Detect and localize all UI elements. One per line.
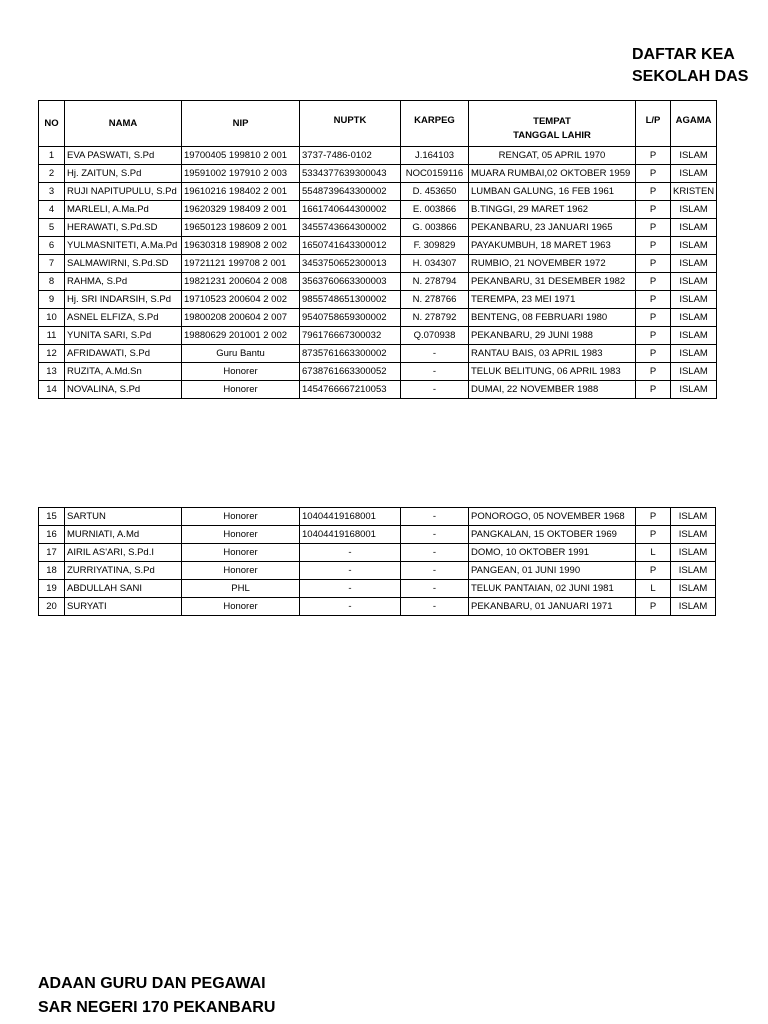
cell-karpeg: N. 278766 xyxy=(401,291,469,309)
cell-lp: P xyxy=(636,345,671,363)
table-row xyxy=(39,237,717,255)
cell-no: 19 xyxy=(39,580,65,598)
cell-no: 10 xyxy=(39,309,65,327)
cell-lp: P xyxy=(636,183,671,201)
cell-lp: P xyxy=(636,598,671,616)
cell-agama: ISLAM xyxy=(671,345,717,363)
cell-karpeg: - xyxy=(401,381,469,399)
cell-lp: P xyxy=(636,508,671,526)
table-body-part-2 xyxy=(39,508,716,616)
header-tempat: TEMPAT xyxy=(533,116,571,127)
cell-karpeg: NOC0159116 xyxy=(401,165,469,183)
cell-tempat-tanggal-lahir: RANTAU BAIS, 03 APRIL 1983 xyxy=(469,345,636,363)
table-row xyxy=(39,165,717,183)
cell-nama: SARTUN xyxy=(65,508,182,526)
title-line-2-fragment: SEKOLAH DAS xyxy=(632,68,749,85)
cell-nama: MARLELI, A.Ma.Pd xyxy=(65,201,182,219)
cell-nama: ABDULLAH SANI xyxy=(65,580,182,598)
cell-tempat-tanggal-lahir: TELUK BELITUNG, 06 APRIL 1983 xyxy=(469,363,636,381)
cell-nip: Honorer xyxy=(182,363,300,381)
cell-tempat-tanggal-lahir: PEKANBARU, 01 JANUARI 1971 xyxy=(469,598,636,616)
cell-agama: KRISTEN xyxy=(671,183,717,201)
cell-karpeg: F. 309829 xyxy=(401,237,469,255)
table-row xyxy=(39,508,716,526)
cell-karpeg: - xyxy=(401,562,469,580)
cell-nip: 19700405 199810 2 001 xyxy=(182,147,300,165)
title-line-2-remainder: SAR NEGERI 170 PEKANBARU xyxy=(38,999,276,1016)
cell-no: 7 xyxy=(39,255,65,273)
cell-no: 20 xyxy=(39,598,65,616)
table-row xyxy=(39,327,717,345)
table-row xyxy=(39,598,716,616)
cell-lp: L xyxy=(636,580,671,598)
header-nama: NAMA xyxy=(65,101,182,147)
cell-nama: AIRIL AS'ARI, S.Pd.I xyxy=(65,544,182,562)
cell-tempat-tanggal-lahir: DOMO, 10 OKTOBER 1991 xyxy=(469,544,636,562)
cell-no: 3 xyxy=(39,183,65,201)
cell-nama: Hj. SRI INDARSIH, S.Pd xyxy=(65,291,182,309)
cell-nip: 19630318 198908 2 002 xyxy=(182,237,300,255)
cell-karpeg: - xyxy=(401,598,469,616)
cell-lp: P xyxy=(636,309,671,327)
cell-nuptk: 9540758659300002 xyxy=(300,309,401,327)
cell-nuptk: 5334377639300043 xyxy=(300,165,401,183)
cell-nip: 19800208 200604 2 007 xyxy=(182,309,300,327)
cell-nuptk: 3453750652300013 xyxy=(300,255,401,273)
table-row xyxy=(39,580,716,598)
header-lp: L/P xyxy=(636,101,671,147)
cell-agama: ISLAM xyxy=(671,165,717,183)
cell-nip: 19620329 198409 2 001 xyxy=(182,201,300,219)
table-row xyxy=(39,562,716,580)
cell-nip: Honorer xyxy=(182,526,300,544)
cell-lp: P xyxy=(636,562,671,580)
cell-tempat-tanggal-lahir: PONOROGO, 05 NOVEMBER 1968 xyxy=(469,508,636,526)
cell-tempat-tanggal-lahir: DUMAI, 22 NOVEMBER 1988 xyxy=(469,381,636,399)
cell-nama: MURNIATI, A.Md xyxy=(65,526,182,544)
cell-lp: P xyxy=(636,526,671,544)
cell-nip: Honorer xyxy=(182,562,300,580)
cell-karpeg: G. 003866 xyxy=(401,219,469,237)
cell-tempat-tanggal-lahir: B.TINGGI, 29 MARET 1962 xyxy=(469,201,636,219)
cell-tempat-tanggal-lahir: RENGAT, 05 APRIL 1970 xyxy=(469,147,636,165)
table-body-part-1 xyxy=(39,147,717,399)
cell-nama: AFRIDAWATI, S.Pd xyxy=(65,345,182,363)
cell-no: 2 xyxy=(39,165,65,183)
cell-lp: P xyxy=(636,237,671,255)
cell-nuptk: - xyxy=(300,580,401,598)
cell-nip: 19710523 200604 2 002 xyxy=(182,291,300,309)
cell-nama: NOVALINA, S.Pd xyxy=(65,381,182,399)
cell-agama: ISLAM xyxy=(671,598,716,616)
cell-nip: 19610216 198402 2 001 xyxy=(182,183,300,201)
cell-nama: YUNITA SARI, S.Pd xyxy=(65,327,182,345)
cell-nuptk: 10404419168001 xyxy=(300,526,401,544)
cell-lp: P xyxy=(636,291,671,309)
cell-nama: RUZITA, A.Md.Sn xyxy=(65,363,182,381)
cell-tempat-tanggal-lahir: PAYAKUMBUH, 18 MARET 1963 xyxy=(469,237,636,255)
table-row xyxy=(39,255,717,273)
cell-lp: P xyxy=(636,381,671,399)
cell-nip: Guru Bantu xyxy=(182,345,300,363)
cell-karpeg: - xyxy=(401,580,469,598)
cell-nama: EVA PASWATI, S.Pd xyxy=(65,147,182,165)
cell-tempat-tanggal-lahir: PEKANBARU, 23 JANUARI 1965 xyxy=(469,219,636,237)
cell-karpeg: - xyxy=(401,526,469,544)
staff-table-part-2 xyxy=(38,507,716,616)
cell-no: 9 xyxy=(39,291,65,309)
cell-nip: 19650123 198609 2 001 xyxy=(182,219,300,237)
cell-nip: Honorer xyxy=(182,544,300,562)
cell-nuptk: 8735761663300002 xyxy=(300,345,401,363)
cell-no: 13 xyxy=(39,363,65,381)
table-row xyxy=(39,201,717,219)
cell-lp: P xyxy=(636,165,671,183)
cell-karpeg: - xyxy=(401,544,469,562)
cell-agama: ISLAM xyxy=(671,526,716,544)
cell-agama: ISLAM xyxy=(671,219,717,237)
cell-tempat-tanggal-lahir: PEKANBARU, 31 DESEMBER 1982 xyxy=(469,273,636,291)
cell-nama: SURYATI xyxy=(65,598,182,616)
cell-nuptk: - xyxy=(300,598,401,616)
cell-agama: ISLAM xyxy=(671,237,717,255)
cell-no: 17 xyxy=(39,544,65,562)
cell-tempat-tanggal-lahir: TELUK PANTAIAN, 02 JUNI 1981 xyxy=(469,580,636,598)
table-row xyxy=(39,273,717,291)
table-row xyxy=(39,381,717,399)
cell-nuptk: 6738761663300052 xyxy=(300,363,401,381)
cell-tempat-tanggal-lahir: TEREMPA, 23 MEI 1971 xyxy=(469,291,636,309)
cell-agama: ISLAM xyxy=(671,381,717,399)
cell-no: 6 xyxy=(39,237,65,255)
cell-nama: RUJI NAPITUPULU, S.Pd xyxy=(65,183,182,201)
cell-agama: ISLAM xyxy=(671,544,716,562)
staff-table-part-1 xyxy=(38,100,717,399)
table-header-row xyxy=(39,101,717,147)
cell-nip: Honorer xyxy=(182,508,300,526)
cell-agama: ISLAM xyxy=(671,562,716,580)
cell-tempat-tanggal-lahir: RUMBIO, 21 NOVEMBER 1972 xyxy=(469,255,636,273)
cell-nuptk: - xyxy=(300,562,401,580)
table-row xyxy=(39,219,717,237)
cell-nip: 19821231 200604 2 008 xyxy=(182,273,300,291)
cell-karpeg: Q.070938 xyxy=(401,327,469,345)
table-row xyxy=(39,363,717,381)
cell-lp: P xyxy=(636,147,671,165)
cell-agama: ISLAM xyxy=(671,580,716,598)
cell-tempat-tanggal-lahir: PEKANBARU, 29 JUNI 1988 xyxy=(469,327,636,345)
cell-agama: ISLAM xyxy=(671,363,717,381)
cell-lp: P xyxy=(636,201,671,219)
cell-nuptk: 5548739643300002 xyxy=(300,183,401,201)
cell-tempat-tanggal-lahir: PANGEAN, 01 JUNI 1990 xyxy=(469,562,636,580)
table-row xyxy=(39,309,717,327)
cell-no: 5 xyxy=(39,219,65,237)
cell-nuptk: 1650741643300012 xyxy=(300,237,401,255)
cell-nuptk: 1661740644300002 xyxy=(300,201,401,219)
table-row xyxy=(39,183,717,201)
cell-nuptk: 1454766667210053 xyxy=(300,381,401,399)
title-line-1-fragment: DAFTAR KEA xyxy=(632,46,735,63)
cell-agama: ISLAM xyxy=(671,255,717,273)
table-row xyxy=(39,544,716,562)
cell-no: 14 xyxy=(39,381,65,399)
table-row xyxy=(39,291,717,309)
cell-agama: ISLAM xyxy=(671,273,717,291)
cell-karpeg: N. 278794 xyxy=(401,273,469,291)
cell-no: 4 xyxy=(39,201,65,219)
header-no: NO xyxy=(39,101,65,147)
header-tanggal-lahir: TANGGAL LAHIR xyxy=(513,130,591,141)
cell-lp: P xyxy=(636,327,671,345)
cell-no: 8 xyxy=(39,273,65,291)
cell-agama: ISLAM xyxy=(671,201,717,219)
cell-tempat-tanggal-lahir: BENTENG, 08 FEBRUARI 1980 xyxy=(469,309,636,327)
cell-karpeg: N. 278792 xyxy=(401,309,469,327)
cell-agama: ISLAM xyxy=(671,147,717,165)
cell-karpeg: - xyxy=(401,363,469,381)
cell-tempat-tanggal-lahir: PANGKALAN, 15 OKTOBER 1969 xyxy=(469,526,636,544)
cell-nuptk: 796176667300032 xyxy=(300,327,401,345)
cell-nip: Honorer xyxy=(182,598,300,616)
cell-agama: ISLAM xyxy=(671,309,717,327)
cell-nuptk: 3455743664300002 xyxy=(300,219,401,237)
cell-nama: ZURRIYATINA, S.Pd xyxy=(65,562,182,580)
cell-lp: P xyxy=(636,255,671,273)
cell-nip: PHL xyxy=(182,580,300,598)
cell-lp: P xyxy=(636,273,671,291)
cell-nama: RAHMA, S.Pd xyxy=(65,273,182,291)
cell-karpeg: H. 034307 xyxy=(401,255,469,273)
document-title-top xyxy=(632,44,748,88)
cell-no: 1 xyxy=(39,147,65,165)
cell-nama: YULMASNITETI, A.Ma.Pd xyxy=(65,237,182,255)
table-row xyxy=(39,345,717,363)
cell-nuptk: 9855748651300002 xyxy=(300,291,401,309)
cell-karpeg: - xyxy=(401,508,469,526)
cell-karpeg: D. 453650 xyxy=(401,183,469,201)
cell-lp: P xyxy=(636,363,671,381)
cell-karpeg: J.164103 xyxy=(401,147,469,165)
cell-nama: HERAWATI, S.Pd.SD xyxy=(65,219,182,237)
header-karpeg: KARPEG xyxy=(401,101,469,147)
cell-tempat-tanggal-lahir: LUMBAN GALUNG, 16 FEB 1961 xyxy=(469,183,636,201)
cell-lp: L xyxy=(636,544,671,562)
cell-agama: ISLAM xyxy=(671,327,717,345)
cell-nip: 19591002 197910 2 003 xyxy=(182,165,300,183)
cell-nuptk: 3737-7486-0102 xyxy=(300,147,401,165)
cell-nama: SALMAWIRNI, S.Pd.SD xyxy=(65,255,182,273)
cell-tempat-tanggal-lahir: MUARA RUMBAI,02 OKTOBER 1959 xyxy=(469,165,636,183)
header-nuptk: NUPTK xyxy=(300,101,401,147)
table-row xyxy=(39,526,716,544)
cell-nama: Hj. ZAITUN, S.Pd xyxy=(65,165,182,183)
cell-karpeg: E. 003866 xyxy=(401,201,469,219)
cell-no: 15 xyxy=(39,508,65,526)
cell-nip: Honorer xyxy=(182,381,300,399)
title-line-1-remainder: ADAAN GURU DAN PEGAWAI xyxy=(38,975,266,992)
cell-no: 16 xyxy=(39,526,65,544)
cell-agama: ISLAM xyxy=(671,508,716,526)
cell-nuptk: 10404419168001 xyxy=(300,508,401,526)
cell-agama: ISLAM xyxy=(671,291,717,309)
cell-nip: 19880629 201001 2 002 xyxy=(182,327,300,345)
header-nip: NIP xyxy=(182,101,300,147)
table-row xyxy=(39,147,717,165)
document-title-bottom xyxy=(38,972,275,1020)
cell-no: 18 xyxy=(39,562,65,580)
cell-no: 12 xyxy=(39,345,65,363)
cell-no: 11 xyxy=(39,327,65,345)
header-agama: AGAMA xyxy=(671,101,717,147)
cell-nama: ASNEL ELFIZA, S.Pd xyxy=(65,309,182,327)
header-tempat-tanggal-lahir xyxy=(469,101,636,147)
cell-nip: 19721121 199708 2 001 xyxy=(182,255,300,273)
cell-karpeg: - xyxy=(401,345,469,363)
cell-nuptk: - xyxy=(300,544,401,562)
cell-lp: P xyxy=(636,219,671,237)
cell-nuptk: 3563760663300003 xyxy=(300,273,401,291)
